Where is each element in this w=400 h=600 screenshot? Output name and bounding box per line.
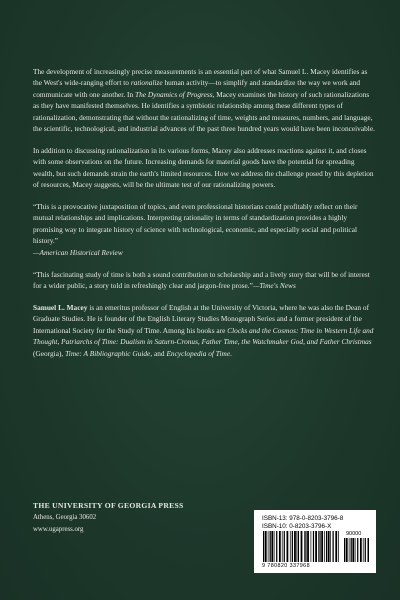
book-title: Patriarchs of Time: Dualism in Saturn-Cronus, Father Time, the Watchmaker God, and Father Christmas xyxy=(61,337,372,347)
summary-paragraph-2: In addition to discussing rationalization in its various forms, Macey also addresses reactions against it, and closes with some observations on the future. Increasing demands for material goods have the potential for spreading wealth, but such demands strain the earth's limited resources. How we address the challenge posed by this depletion of resources, Macey suggests, will be the ultimate test of our rationalizing powers. xyxy=(33,145,374,190)
ean-barcode-bars xyxy=(262,531,340,562)
review-source: —Time's News xyxy=(252,281,296,290)
publisher-block xyxy=(33,500,233,535)
barcode-number: 9 780820 337968 xyxy=(262,563,310,569)
isbn-10: ISBN-10: 0-8203-3796-X xyxy=(262,523,332,530)
isbn-barcode xyxy=(254,510,376,573)
author-bio: Samuel L. Macey is an emeritus professor of English at the University of Victoria, where he was also the Dean of Graduate Studies. He is founder of the English Literary Studies Monograph Series and a former president of the International Society for the Study of Time. Among his books are Clocks and the Cosmos: Time in Western Life and Thought, Patriarchs of Time: Dualism in Saturn-Cronus, Father Time, the Watchmaker God, and Father Christmas (Georgia), Time: A Bibliographic Guide, and Encyclopedia of Time. xyxy=(33,302,374,358)
book-title: Time: A Bibliographic Guide xyxy=(65,348,151,358)
review-quote: “This fascinating study of time is both a sound contribution to scholarship and a lively story that will be of interest for a wider public, a story told in refreshingly clear and jargon-free prose.” xyxy=(33,269,370,290)
price-code: 90000 xyxy=(346,531,362,537)
book-title: Encyclopedia of Time xyxy=(166,348,231,358)
publisher-address: Athens, Georgia 30602 xyxy=(33,514,97,521)
review-quote: “This is a provocative juxtaposition of topics, and even professional historians could profitably reflect on their mutual relationships and implications. Interpreting rationality in terms of standardization provides a highly promising way to integrate history of science with technological, economic, and especially social and political history.” xyxy=(33,202,358,246)
review-2 xyxy=(33,269,377,292)
publisher-url: www.ugapress.org xyxy=(33,526,84,533)
summary-paragraph-1: The development of increasingly precise measurements is an essential part of what Samuel L. Macey identifies as the West's wide-ranging effort to rationalize human activity—to simplify and standardize the way we work and communicate with one another. In The Dynamics of Progress, Macey examines the history of such rationalizations as they have manifested themselves. He identifies a symbiotic relationship among these different types of rationalization, demonstrating that without the rationalizing of time, weights and measures, numbers, and language, the scientific, technological, and industrial advances of the past three hundred years would have been inconceivable. xyxy=(33,67,375,134)
book-title: Clocks and the Cosmos: Time in Western Life and Thought xyxy=(33,325,374,347)
cover-text-block xyxy=(33,66,377,369)
isbn-13: ISBN-13: 978-0-8203-3796-8 xyxy=(262,515,344,522)
review-1 xyxy=(33,201,377,258)
author-name: Samuel L. Macey xyxy=(33,302,88,312)
review-source: —American Historical Review xyxy=(33,247,123,257)
publisher-name: THE UNIVERSITY OF GEORGIA PRESS xyxy=(33,501,184,510)
